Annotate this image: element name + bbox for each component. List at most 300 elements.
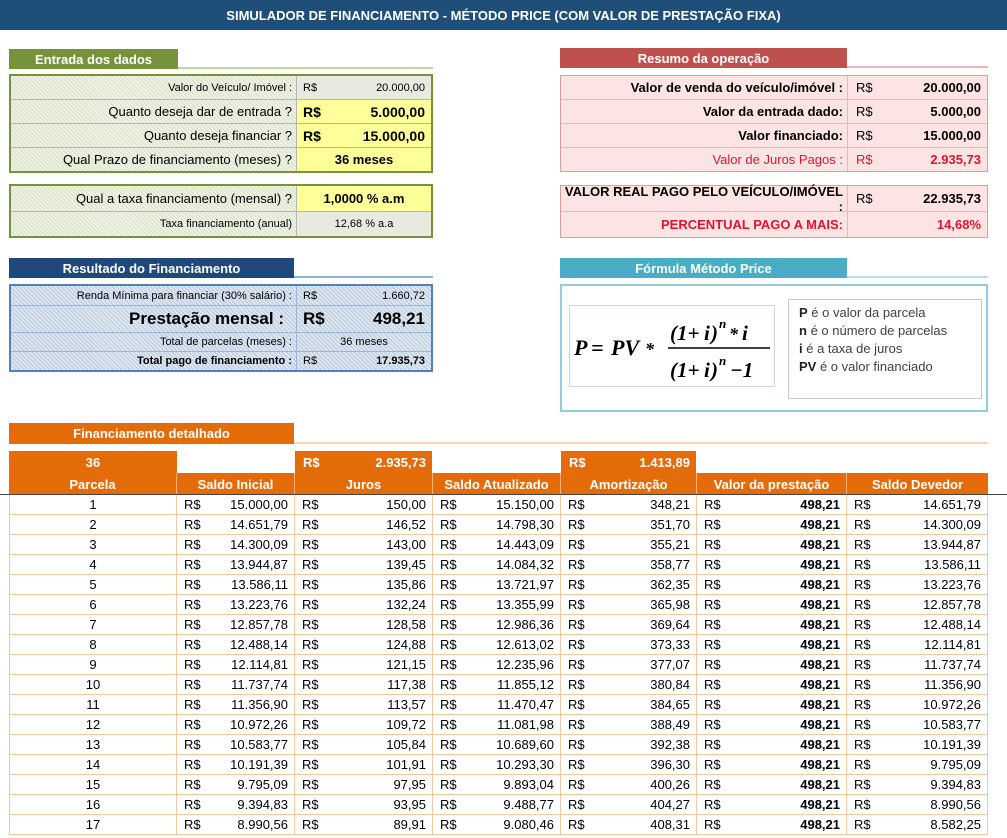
cell-saldo-inicial[interactable] bbox=[177, 795, 295, 814]
currency-label: R$ bbox=[568, 777, 585, 792]
cell-saldo-atualizado[interactable] bbox=[433, 775, 561, 794]
cell-valor-prestacao[interactable] bbox=[697, 795, 847, 814]
currency-label: R$ bbox=[568, 617, 585, 632]
currency-label: R$ bbox=[440, 597, 457, 612]
currency-label: R$ bbox=[568, 517, 585, 532]
prazo-input[interactable]: 36 meses bbox=[297, 148, 431, 171]
cell-valor-prestacao[interactable] bbox=[697, 595, 847, 614]
currency-label: R$ bbox=[854, 717, 871, 732]
table-row bbox=[9, 615, 988, 635]
cell-value: 12.613,02 bbox=[496, 637, 554, 652]
svg-text:): ) bbox=[711, 358, 718, 382]
cell-saldo-devedor[interactable] bbox=[847, 535, 988, 554]
cell-value: 14.651,79 bbox=[923, 497, 981, 512]
cell-saldo-devedor[interactable] bbox=[847, 755, 988, 774]
legend-symbol: n bbox=[799, 323, 807, 338]
currency-label: R$ bbox=[854, 537, 871, 552]
cell-parcela[interactable]: 1 bbox=[9, 495, 177, 514]
legend-item bbox=[799, 340, 981, 358]
col-saldo-devedor[interactable]: Saldo Devedor bbox=[871, 476, 964, 492]
currency-label: R$ bbox=[568, 637, 585, 652]
cell-value: 10.293,30 bbox=[496, 757, 554, 772]
col-parcela[interactable]: Parcela bbox=[9, 473, 177, 495]
cell-saldo-atualizado[interactable] bbox=[433, 695, 561, 714]
cell-value: 498,21 bbox=[800, 617, 840, 632]
cell-saldo-devedor[interactable] bbox=[847, 495, 988, 514]
cell-value: 498,21 bbox=[800, 497, 840, 512]
currency-label: R$ bbox=[854, 597, 871, 612]
cell-saldo-atualizado[interactable] bbox=[433, 675, 561, 694]
currency-label: R$ bbox=[184, 537, 201, 552]
cell-value: 498,21 bbox=[800, 597, 840, 612]
cell-valor-prestacao[interactable] bbox=[697, 715, 847, 734]
cell-saldo-inicial[interactable] bbox=[177, 655, 295, 674]
resumo-panel bbox=[560, 75, 988, 172]
cell-value: 498,21 bbox=[800, 697, 840, 712]
currency-label: R$ bbox=[854, 737, 871, 752]
cell-saldo-inicial[interactable] bbox=[177, 735, 295, 754]
parcelas-value: 36 meses bbox=[340, 336, 388, 348]
currency-label: R$ bbox=[302, 577, 319, 592]
cell-value: 14.443,09 bbox=[496, 537, 554, 552]
currency-label: R$ bbox=[184, 577, 201, 592]
cell-saldo-inicial[interactable] bbox=[177, 615, 295, 634]
entrada-row-entrada bbox=[11, 100, 431, 124]
table-row bbox=[9, 795, 988, 815]
cell-saldo-devedor[interactable] bbox=[847, 635, 988, 654]
detalhado-header-line bbox=[294, 442, 988, 444]
cell-value: 101,91 bbox=[386, 757, 426, 772]
cell-saldo-devedor[interactable] bbox=[847, 815, 988, 834]
cell-value: 113,57 bbox=[387, 697, 426, 712]
cell-value: 377,07 bbox=[650, 657, 690, 672]
currency-label: R$ bbox=[568, 817, 585, 832]
cell-juros[interactable] bbox=[295, 555, 433, 574]
percentual-value: 14,68% bbox=[936, 217, 981, 232]
cell-juros[interactable] bbox=[295, 635, 433, 654]
cell-value: 10.972,26 bbox=[923, 697, 981, 712]
resumo-value: 15.000,00 bbox=[923, 128, 981, 143]
col-juros[interactable]: Juros bbox=[295, 473, 433, 495]
cell-saldo-devedor[interactable] bbox=[847, 695, 988, 714]
cell-amortizacao[interactable] bbox=[561, 495, 697, 514]
legend-text: é o número de parcelas bbox=[806, 323, 948, 338]
cell-parcela[interactable]: 14 bbox=[9, 755, 177, 774]
cell-value: 139,45 bbox=[386, 557, 426, 572]
currency-label: R$ bbox=[704, 817, 721, 832]
cell-juros[interactable] bbox=[295, 715, 433, 734]
currency-label: R$ bbox=[854, 697, 871, 712]
cell-juros[interactable] bbox=[295, 735, 433, 754]
cell-parcela[interactable]: 5 bbox=[9, 575, 177, 594]
cell-value: 150,00 bbox=[386, 497, 426, 512]
cell-parcela[interactable]: 6 bbox=[9, 595, 177, 614]
valor-real-panel bbox=[560, 185, 988, 238]
cell-parcela[interactable]: 8 bbox=[9, 635, 177, 654]
svg-text:n: n bbox=[719, 316, 727, 331]
currency-label: R$ bbox=[302, 497, 319, 512]
cell-juros[interactable] bbox=[295, 695, 433, 714]
currency-label: R$ bbox=[302, 717, 319, 732]
cell-value: 400,26 bbox=[650, 777, 690, 792]
entrada-header: Entrada dos dados bbox=[9, 49, 178, 69]
cell-saldo-atualizado[interactable] bbox=[433, 555, 561, 574]
total-label: Total pago de financiamento : bbox=[11, 352, 297, 370]
cell-juros[interactable] bbox=[295, 595, 433, 614]
currency-label: R$ bbox=[568, 797, 585, 812]
cell-juros[interactable] bbox=[295, 815, 433, 834]
valor-veiculo-cell[interactable]: 20.000,00 bbox=[337, 76, 431, 99]
renda-label: Renda Mínima para financiar (30% salário) : bbox=[11, 286, 297, 305]
legend-symbol: i bbox=[799, 341, 803, 356]
currency-label: R$ bbox=[184, 817, 201, 832]
cell-juros[interactable] bbox=[295, 495, 433, 514]
cell-saldo-inicial[interactable] bbox=[177, 535, 295, 554]
col-saldo-atualizado[interactable]: Saldo Atualizado bbox=[433, 473, 561, 495]
currency-label: R$ bbox=[440, 737, 457, 752]
legend-text: é o valor da parcela bbox=[807, 305, 926, 320]
cell-saldo-devedor[interactable] bbox=[847, 795, 988, 814]
table-header bbox=[9, 473, 988, 495]
cell-value: 9.795,09 bbox=[237, 777, 288, 792]
resumo-label: Valor de Juros Pagos : bbox=[561, 148, 848, 171]
currency-label: R$ bbox=[184, 617, 201, 632]
cell-value: 498,21 bbox=[800, 637, 840, 652]
currency-label: R$ bbox=[297, 100, 337, 123]
currency-label: R$ bbox=[704, 777, 721, 792]
cell-parcela[interactable]: 11 bbox=[9, 695, 177, 714]
cell-saldo-atualizado[interactable] bbox=[433, 615, 561, 634]
cell-amortizacao[interactable] bbox=[561, 655, 697, 674]
cell-juros[interactable] bbox=[295, 795, 433, 814]
cell-value: 369,64 bbox=[650, 617, 690, 632]
taxa-label: Taxa financiamento (anual) bbox=[11, 212, 297, 236]
currency-label: R$ bbox=[704, 577, 721, 592]
cell-value: 89,91 bbox=[393, 817, 426, 832]
cell-valor-prestacao[interactable] bbox=[697, 615, 847, 634]
cell-juros[interactable] bbox=[295, 755, 433, 774]
cell-value: 348,21 bbox=[650, 497, 690, 512]
currency-label: R$ bbox=[302, 737, 319, 752]
cell-valor-prestacao[interactable] bbox=[697, 575, 847, 594]
formula-header-line bbox=[847, 276, 988, 278]
cell-parcela[interactable]: 17 bbox=[9, 815, 177, 834]
currency-label: R$ bbox=[856, 80, 873, 95]
cell-saldo-inicial[interactable] bbox=[177, 575, 295, 594]
cell-amortizacao[interactable] bbox=[561, 755, 697, 774]
currency-label: R$ bbox=[854, 657, 871, 672]
col-valor-prestacao[interactable]: Valor da prestação bbox=[697, 473, 847, 495]
cell-value: 11.737,74 bbox=[231, 677, 288, 692]
cell-value: 93,95 bbox=[393, 797, 426, 812]
currency-label: R$ bbox=[704, 597, 721, 612]
price-formula-image bbox=[569, 305, 775, 387]
table-row bbox=[9, 515, 988, 535]
currency-label: R$ bbox=[302, 557, 319, 572]
cell-valor-prestacao[interactable] bbox=[697, 735, 847, 754]
table-row bbox=[9, 695, 988, 715]
currency-label: R$ bbox=[704, 757, 721, 772]
cell-amortizacao[interactable] bbox=[561, 575, 697, 594]
cell-amortizacao[interactable] bbox=[561, 535, 697, 554]
cell-saldo-atualizado[interactable] bbox=[433, 735, 561, 754]
cell-saldo-devedor[interactable] bbox=[847, 615, 988, 634]
cell-value: 13.223,76 bbox=[923, 577, 981, 592]
summary-parcelas: 36 bbox=[9, 451, 177, 473]
cell-valor-prestacao[interactable] bbox=[697, 515, 847, 534]
svg-text:i: i bbox=[704, 358, 710, 382]
cell-saldo-inicial[interactable] bbox=[177, 495, 295, 514]
svg-text:i: i bbox=[704, 321, 710, 345]
cell-amortizacao[interactable] bbox=[561, 775, 697, 794]
svg-text:*: * bbox=[645, 339, 654, 359]
table-row bbox=[9, 575, 988, 595]
currency-label: R$ bbox=[184, 657, 201, 672]
cell-value: 128,58 bbox=[386, 617, 426, 632]
cell-saldo-atualizado[interactable] bbox=[433, 495, 561, 514]
currency-label: R$ bbox=[440, 577, 457, 592]
cell-amortizacao[interactable] bbox=[561, 795, 697, 814]
taxa-row-anual bbox=[11, 212, 431, 236]
entrada-panel bbox=[9, 74, 433, 173]
cell-saldo-devedor[interactable] bbox=[847, 735, 988, 754]
cell-saldo-atualizado[interactable] bbox=[433, 595, 561, 614]
svg-text:(1+: (1+ bbox=[670, 321, 700, 345]
svg-text:): ) bbox=[711, 321, 718, 345]
cell-value: 10.583,77 bbox=[923, 717, 981, 732]
percentual-row bbox=[561, 212, 987, 237]
formula-panel bbox=[560, 284, 988, 412]
cell-valor-prestacao[interactable] bbox=[697, 655, 847, 674]
cell-amortizacao[interactable] bbox=[561, 555, 697, 574]
currency-label: R$ bbox=[568, 737, 585, 752]
currency-label: R$ bbox=[856, 191, 873, 206]
valor-real-row bbox=[561, 183, 987, 214]
cell-valor-prestacao[interactable] bbox=[697, 555, 847, 574]
currency-label: R$ bbox=[184, 517, 201, 532]
table-row bbox=[9, 655, 988, 675]
cell-valor-prestacao[interactable] bbox=[697, 535, 847, 554]
cell-valor-prestacao[interactable] bbox=[697, 495, 847, 514]
currency-label: R$ bbox=[704, 497, 721, 512]
cell-amortizacao[interactable] bbox=[561, 735, 697, 754]
cell-value: 498,21 bbox=[800, 797, 840, 812]
cell-saldo-atualizado[interactable] bbox=[433, 795, 561, 814]
cell-valor-prestacao[interactable] bbox=[697, 755, 847, 774]
currency-label: R$ bbox=[184, 677, 201, 692]
cell-value: 498,21 bbox=[800, 517, 840, 532]
cell-parcela[interactable]: 9 bbox=[9, 655, 177, 674]
cell-valor-prestacao[interactable] bbox=[697, 775, 847, 794]
table-row bbox=[9, 495, 988, 515]
cell-saldo-devedor[interactable] bbox=[847, 575, 988, 594]
cell-saldo-devedor[interactable] bbox=[847, 595, 988, 614]
cell-parcela[interactable]: 3 bbox=[9, 535, 177, 554]
cell-saldo-inicial[interactable] bbox=[177, 675, 295, 694]
cell-parcela[interactable]: 12 bbox=[9, 715, 177, 734]
currency-label: R$ bbox=[854, 677, 871, 692]
cell-parcela[interactable]: 4 bbox=[9, 555, 177, 574]
cell-saldo-atualizado[interactable] bbox=[433, 755, 561, 774]
cell-parcela[interactable]: 15 bbox=[9, 775, 177, 794]
cell-value: 105,84 bbox=[386, 737, 426, 752]
cell-amortizacao[interactable] bbox=[561, 595, 697, 614]
currency-label: R$ bbox=[297, 76, 337, 99]
cell-saldo-devedor[interactable] bbox=[847, 775, 988, 794]
cell-saldo-devedor[interactable] bbox=[847, 555, 988, 574]
svg-text:(1+: (1+ bbox=[670, 358, 700, 382]
currency-label: R$ bbox=[303, 289, 318, 302]
cell-value: 351,70 bbox=[650, 517, 690, 532]
cell-saldo-atualizado[interactable] bbox=[433, 515, 561, 534]
cell-saldo-atualizado[interactable] bbox=[433, 535, 561, 554]
cell-juros[interactable] bbox=[295, 615, 433, 634]
cell-saldo-devedor[interactable] bbox=[847, 675, 988, 694]
cell-value: 365,98 bbox=[650, 597, 690, 612]
cell-parcela[interactable]: 7 bbox=[9, 615, 177, 634]
cell-value: 355,21 bbox=[650, 537, 690, 552]
cell-value: 109,72 bbox=[386, 717, 426, 732]
cell-saldo-devedor[interactable] bbox=[847, 515, 988, 534]
legend-item bbox=[799, 304, 981, 322]
currency-label: R$ bbox=[856, 104, 873, 119]
currency-label: R$ bbox=[184, 497, 201, 512]
currency-label: R$ bbox=[856, 128, 873, 143]
cell-amortizacao[interactable] bbox=[561, 635, 697, 654]
table-row bbox=[9, 735, 988, 755]
cell-saldo-atualizado[interactable] bbox=[433, 715, 561, 734]
cell-saldo-atualizado[interactable] bbox=[433, 635, 561, 654]
cell-value: 498,21 bbox=[800, 757, 840, 772]
cell-juros[interactable] bbox=[295, 655, 433, 674]
cell-value: 396,30 bbox=[650, 757, 690, 772]
cell-juros[interactable] bbox=[295, 575, 433, 594]
cell-amortizacao[interactable] bbox=[561, 715, 697, 734]
cell-value: 498,21 bbox=[800, 577, 840, 592]
table-row bbox=[9, 755, 988, 775]
cell-saldo-inicial[interactable] bbox=[177, 715, 295, 734]
cell-value: 13.586,11 bbox=[924, 557, 981, 572]
cell-saldo-atualizado[interactable] bbox=[433, 655, 561, 674]
currency-label: R$ bbox=[704, 617, 721, 632]
cell-saldo-devedor[interactable] bbox=[847, 655, 988, 674]
cell-saldo-atualizado[interactable] bbox=[433, 815, 561, 834]
cell-saldo-inicial[interactable] bbox=[177, 555, 295, 574]
resumo-row bbox=[561, 76, 987, 100]
cell-value: 11.356,90 bbox=[924, 677, 981, 692]
legend-symbol: PV bbox=[799, 359, 817, 374]
cell-valor-prestacao[interactable] bbox=[697, 695, 847, 714]
currency-label: R$ bbox=[704, 697, 721, 712]
price-formula-icon bbox=[570, 306, 776, 388]
cell-saldo-atualizado[interactable] bbox=[433, 575, 561, 594]
currency-label: R$ bbox=[704, 557, 721, 572]
currency-label: R$ bbox=[184, 697, 201, 712]
cell-value: 498,21 bbox=[800, 777, 840, 792]
total-row bbox=[11, 352, 431, 370]
cell-valor-prestacao[interactable] bbox=[697, 635, 847, 654]
summary-juros-value: 2.935,73 bbox=[375, 455, 426, 470]
financiar-input[interactable]: 15.000,00 bbox=[337, 124, 431, 147]
currency-label: R$ bbox=[184, 797, 201, 812]
svg-text:PV: PV bbox=[611, 335, 640, 360]
currency-label: R$ bbox=[568, 597, 585, 612]
cell-juros[interactable] bbox=[295, 515, 433, 534]
entrada-input[interactable]: 5.000,00 bbox=[337, 100, 431, 123]
table-row bbox=[9, 595, 988, 615]
cell-value: 121,15 bbox=[386, 657, 426, 672]
svg-text:n: n bbox=[719, 353, 727, 368]
cell-value: 358,77 bbox=[650, 557, 690, 572]
cell-amortizacao[interactable] bbox=[561, 515, 697, 534]
taxa-mensal-input[interactable]: 1,0000 % a.m bbox=[297, 186, 431, 211]
cell-saldo-inicial[interactable] bbox=[177, 815, 295, 834]
cell-value: 9.795,09 bbox=[930, 757, 981, 772]
cell-saldo-inicial[interactable] bbox=[177, 755, 295, 774]
currency-label: R$ bbox=[854, 797, 871, 812]
table-row bbox=[9, 715, 988, 735]
cell-saldo-inicial[interactable] bbox=[177, 635, 295, 654]
currency-label: R$ bbox=[303, 455, 320, 470]
currency-label: R$ bbox=[854, 637, 871, 652]
cell-parcela[interactable]: 16 bbox=[9, 795, 177, 814]
cell-value: 8.582,25 bbox=[930, 817, 981, 832]
cell-valor-prestacao[interactable] bbox=[697, 675, 847, 694]
currency-label: R$ bbox=[704, 717, 721, 732]
cell-amortizacao[interactable] bbox=[561, 695, 697, 714]
cell-saldo-devedor[interactable] bbox=[847, 715, 988, 734]
col-saldo-inicial[interactable]: Saldo Inicial bbox=[177, 473, 295, 495]
currency-label: R$ bbox=[854, 557, 871, 572]
col-amortizacao[interactable]: Amortização bbox=[561, 473, 697, 495]
cell-value: 498,21 bbox=[800, 537, 840, 552]
cell-amortizacao[interactable] bbox=[561, 815, 697, 834]
currency-label: R$ bbox=[704, 797, 721, 812]
cell-parcela[interactable]: 13 bbox=[9, 735, 177, 754]
cell-saldo-inicial[interactable] bbox=[177, 595, 295, 614]
cell-parcela[interactable]: 2 bbox=[9, 515, 177, 534]
cell-value: 11.855,12 bbox=[497, 677, 554, 692]
currency-label: R$ bbox=[854, 817, 871, 832]
currency-label: R$ bbox=[303, 309, 325, 328]
cell-value: 14.300,09 bbox=[923, 517, 981, 532]
cell-value: 132,24 bbox=[386, 597, 426, 612]
parcelas-label: Total de parcelas (meses) : bbox=[11, 333, 297, 351]
cell-value: 135,86 bbox=[386, 577, 426, 592]
cell-saldo-inicial[interactable] bbox=[177, 515, 295, 534]
cell-valor-prestacao[interactable] bbox=[697, 815, 847, 834]
cell-saldo-inicial[interactable] bbox=[177, 695, 295, 714]
currency-label: R$ bbox=[297, 124, 337, 147]
prestacao-value: 498,21 bbox=[373, 309, 425, 328]
cell-parcela[interactable]: 10 bbox=[9, 675, 177, 694]
entrada-label: Qual Prazo de financiamento (meses) ? bbox=[11, 148, 297, 171]
entrada-label: Valor do Veículo/ Imóvel : bbox=[11, 76, 297, 99]
cell-juros[interactable] bbox=[295, 775, 433, 794]
currency-label: R$ bbox=[302, 517, 319, 532]
cell-juros[interactable] bbox=[295, 675, 433, 694]
cell-amortizacao[interactable] bbox=[561, 615, 697, 634]
cell-juros[interactable] bbox=[295, 535, 433, 554]
resumo-label: Valor da entrada dado: bbox=[561, 100, 848, 123]
amortization-table bbox=[0, 495, 1007, 838]
formula-header: Fórmula Método Price bbox=[560, 258, 847, 278]
cell-saldo-inicial[interactable] bbox=[177, 775, 295, 794]
cell-value: 12.488,14 bbox=[923, 617, 981, 632]
table-row bbox=[9, 815, 988, 835]
cell-amortizacao[interactable] bbox=[561, 675, 697, 694]
cell-value: 8.990,56 bbox=[237, 817, 288, 832]
